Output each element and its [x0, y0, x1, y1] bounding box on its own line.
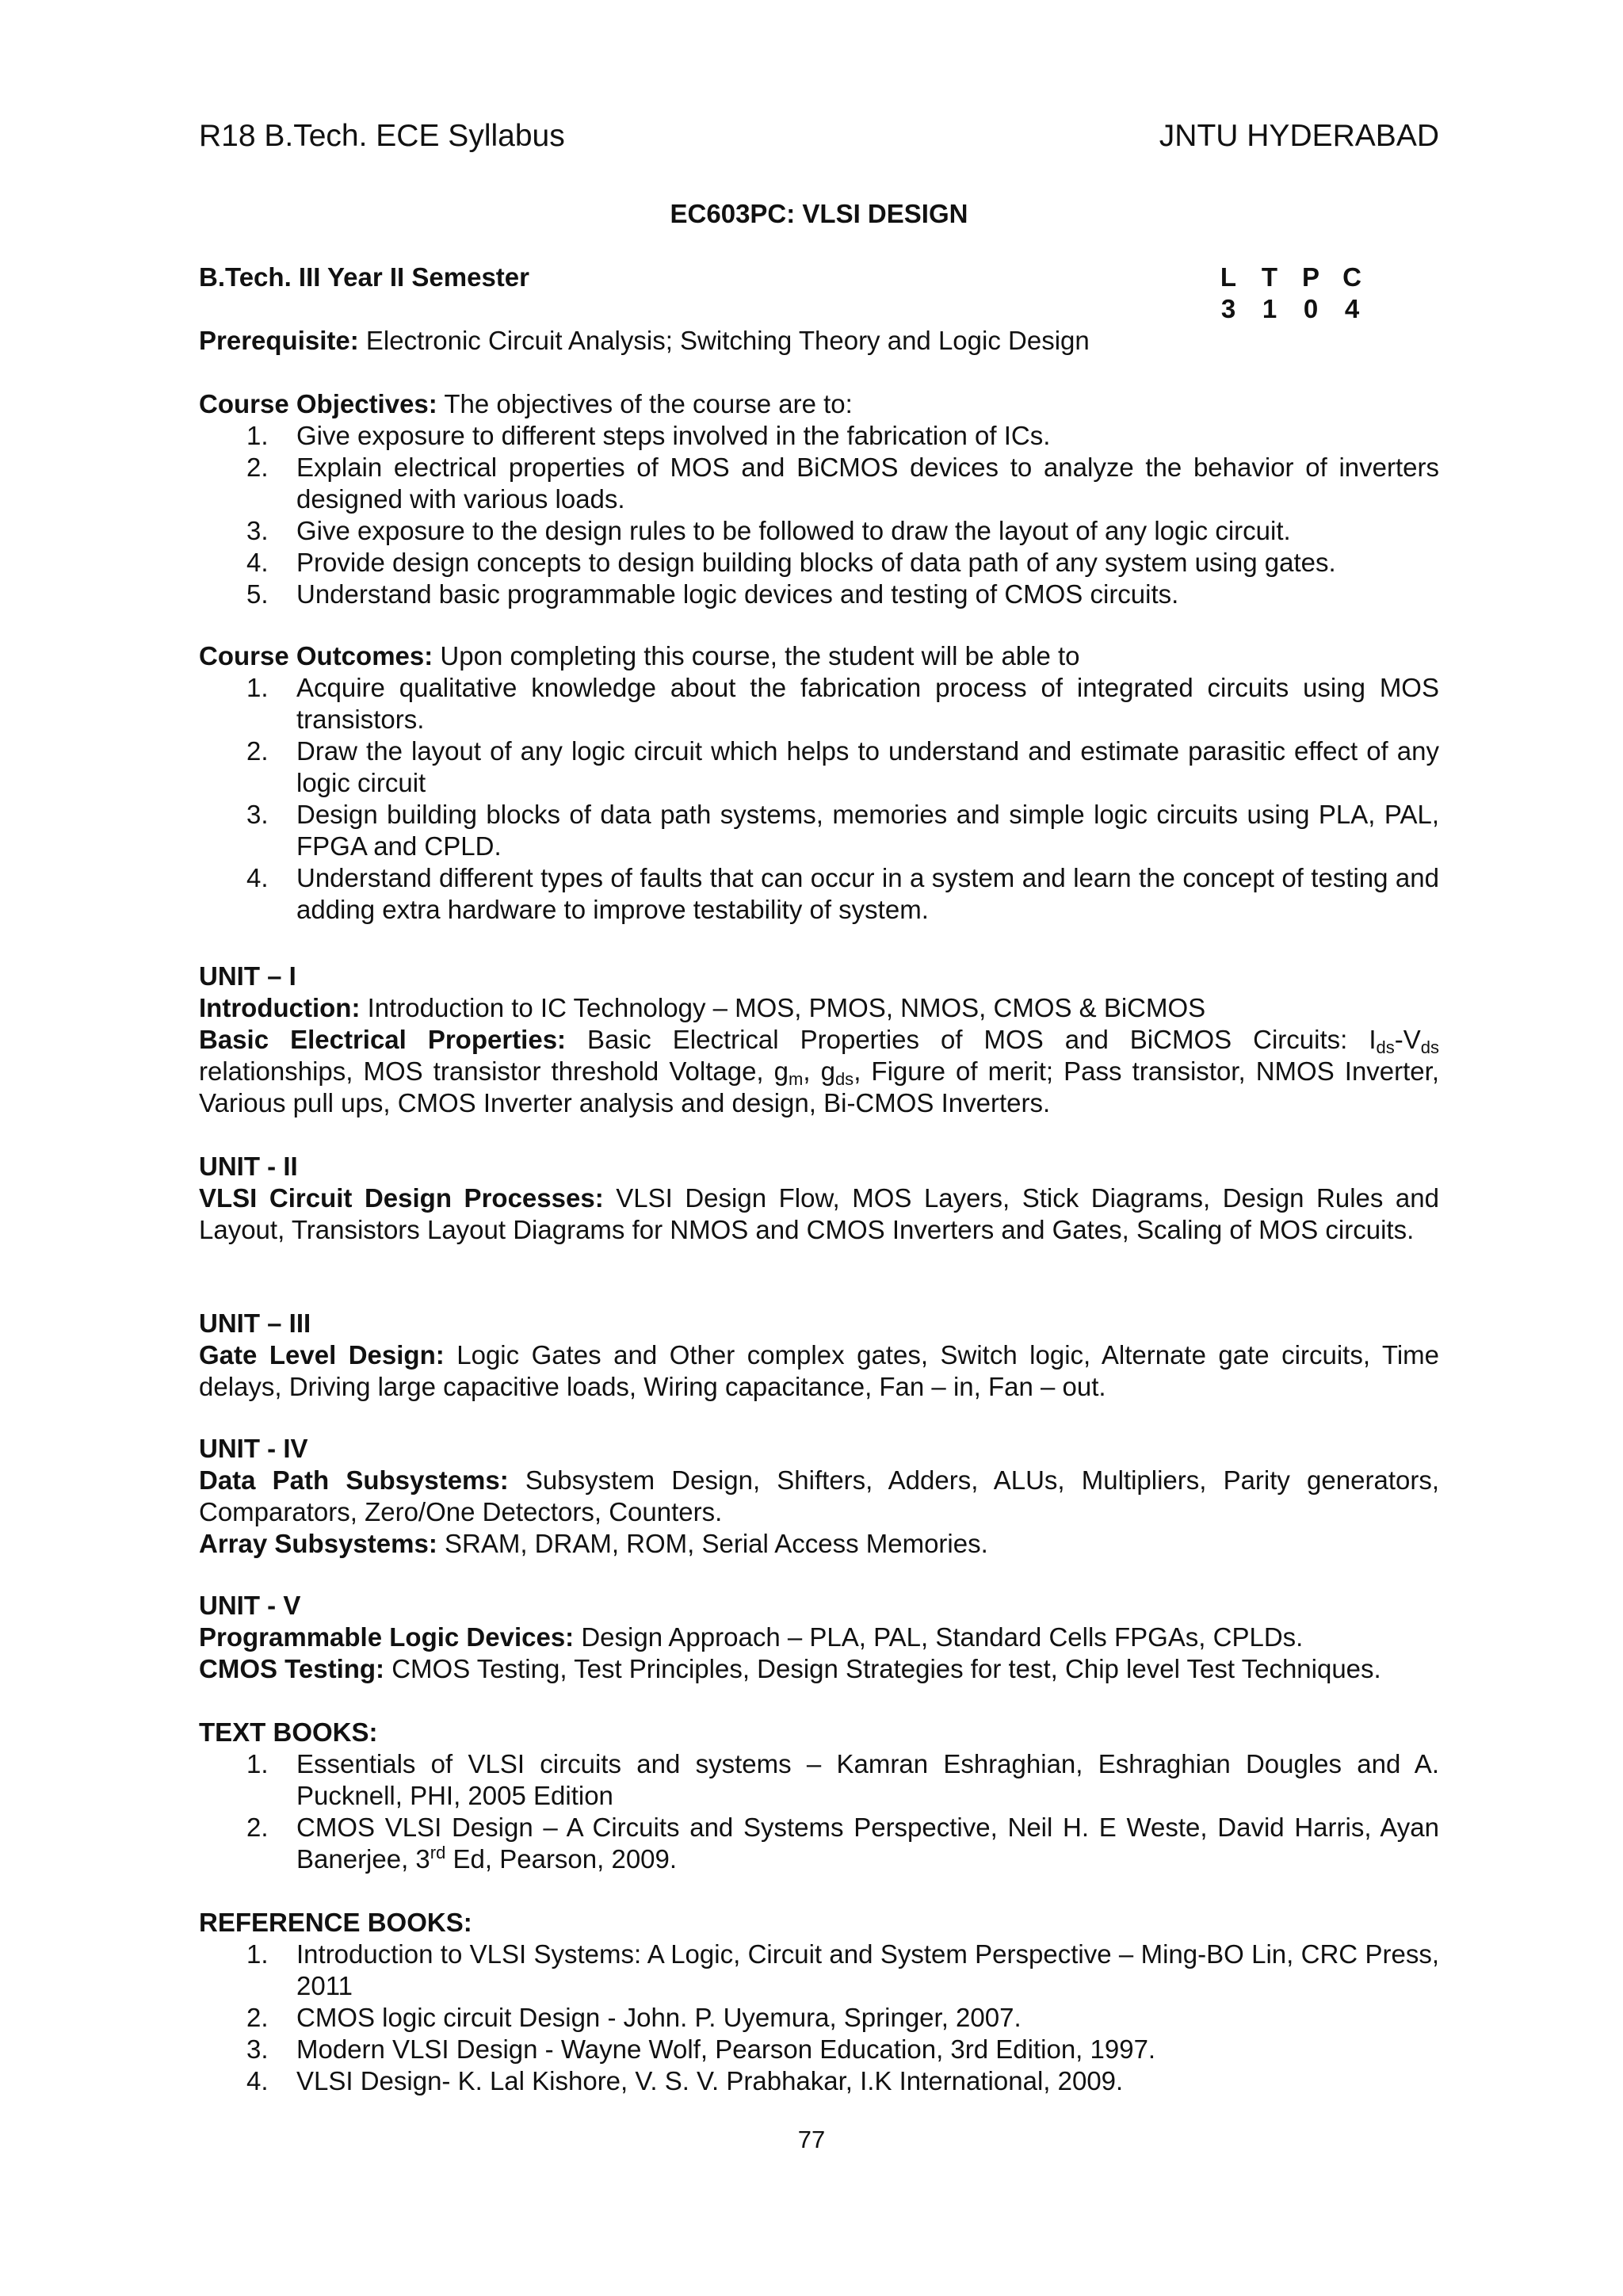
- list-item-text: Understand different types of faults that can occur in a system and learn the concept of testing and adding extra hardware to improve testability of system.: [296, 863, 1439, 924]
- course-outcomes: [199, 640, 1439, 926]
- unit-1-bep-text: , Figure of merit; Pass transistor, NMOS Inverter, Various pull ups, CMOS Inverter analysis and design, Bi-CMOS Inverters.: [199, 1056, 1439, 1117]
- list-item: [199, 420, 1439, 452]
- unit-1-bep-text: -V: [1394, 1025, 1421, 1054]
- list-number: 3.: [246, 2034, 269, 2064]
- list-item: [199, 1939, 1439, 2002]
- list-number: 2.: [246, 736, 269, 766]
- list-item-text: Introduction to VLSI Systems: A Logic, Circuit and System Perspective – Ming-BO Lin, CRC Press, 2011: [296, 1939, 1439, 2000]
- list-item: [199, 862, 1439, 926]
- list-item-text: Give exposure to the design rules to be followed to draw the layout of any logic circuit.: [296, 516, 1291, 545]
- subscript: ds: [834, 1069, 854, 1089]
- list-item-text: Ed, Pearson, 2009.: [445, 1844, 678, 1874]
- list-item-text: CMOS logic circuit Design - John. P. Uyemura, Springer, 2007.: [296, 2003, 1022, 2032]
- text-books-heading: TEXT BOOKS:: [199, 1717, 378, 1747]
- list-item: [199, 452, 1439, 515]
- list-number: 5.: [246, 579, 269, 609]
- unit-4: [199, 1433, 1439, 1560]
- header-right: JNTU HYDERABAD: [1159, 119, 1439, 153]
- objectives-list: [199, 420, 1439, 610]
- list-number: 3.: [246, 800, 269, 829]
- unit-1-intro-text: Introduction to IC Technology – MOS, PMOS, NMOS, CMOS & BiCMOS: [360, 993, 1206, 1022]
- list-number: 1.: [246, 1939, 269, 1969]
- unit-3-text: Logic Gates and Other complex gates, Switch logic, Alternate gate circuits, Time delays, Driving large capacitive loads, Wiring capacitance, Fan – in, Fan – out.: [199, 1340, 1439, 1401]
- list-item-text: Understand basic programmable logic devices and testing of CMOS circuits.: [296, 579, 1179, 609]
- unit-5-label-1: Programmable Logic Devices:: [199, 1622, 575, 1652]
- subscript: ds: [1420, 1037, 1439, 1057]
- subscript: ds: [1376, 1037, 1395, 1057]
- prerequisite-label: Prerequisite:: [199, 326, 359, 355]
- list-item-text: Modern VLSI Design - Wayne Wolf, Pearson Education, 3rd Edition, 1997.: [296, 2034, 1156, 2064]
- unit-4-text-2: SRAM, DRAM, ROM, Serial Access Memories.: [437, 1529, 988, 1558]
- ltpc-label-p: P: [1301, 262, 1319, 292]
- list-item: [199, 672, 1439, 735]
- text-books: [199, 1717, 1439, 1875]
- ltpc-value-t: 1: [1262, 294, 1277, 323]
- list-item-text: Give exposure to different steps involved in the fabrication of ICs.: [296, 421, 1051, 450]
- reference-books-list: [199, 1939, 1439, 2097]
- unit-1-bep-text: , g: [803, 1056, 835, 1086]
- unit-1-bep-label: Basic Electrical Properties:: [199, 1025, 567, 1054]
- unit-3: [199, 1308, 1439, 1403]
- unit-2: [199, 1151, 1439, 1246]
- unit-3-heading: UNIT – III: [199, 1308, 311, 1338]
- subscript: m: [789, 1069, 804, 1089]
- list-item: [199, 515, 1439, 547]
- list-number: 3.: [246, 516, 269, 545]
- unit-5-heading: UNIT - V: [199, 1591, 301, 1620]
- unit-4-text-1: Subsystem Design, Shifters, Adders, ALUs, Multipliers, Parity generators, Comparators, Zero/One Detectors, Counters.: [199, 1465, 1439, 1526]
- unit-4-heading: UNIT - IV: [199, 1434, 308, 1463]
- unit-4-label-1: Data Path Subsystems:: [199, 1465, 509, 1495]
- ltpc-table: [1208, 262, 1373, 325]
- ltpc-value-p: 0: [1303, 294, 1319, 323]
- unit-1: [199, 961, 1439, 1119]
- reference-books-heading: REFERENCE BOOKS:: [199, 1908, 472, 1937]
- outcomes-intro: Upon completing this course, the student will be able to: [433, 641, 1080, 670]
- list-item: [199, 2002, 1439, 2034]
- list-item: [199, 1812, 1439, 1875]
- list-item-text: Acquire qualitative knowledge about the fabrication process of integrated circuits using MOS transistors.: [296, 673, 1439, 734]
- objectives-intro: The objectives of the course are to:: [437, 389, 853, 418]
- list-item-text: Provide design concepts to design building blocks of data path of any system using gates.: [296, 548, 1336, 577]
- list-item: [199, 735, 1439, 799]
- unit-2-heading: UNIT - II: [199, 1152, 298, 1181]
- list-number: 1.: [246, 1749, 269, 1778]
- ltpc-value-c: 4: [1344, 294, 1360, 323]
- unit-1-intro-label: Introduction:: [199, 993, 361, 1022]
- list-item: [199, 579, 1439, 610]
- outcomes-list: [199, 672, 1439, 926]
- list-item: [199, 799, 1439, 862]
- list-item-text: CMOS VLSI Design – A Circuits and Systems Perspective, Neil H. E Weste, David Harris, Ayan Banerjee, 3: [296, 1813, 1439, 1874]
- year-semester: B.Tech. III Year II Semester: [199, 262, 529, 292]
- list-number: 2.: [246, 1813, 269, 1842]
- list-number: 2.: [246, 2003, 269, 2032]
- objectives-label: Course Objectives:: [199, 389, 437, 418]
- ltpc-label-l: L: [1220, 262, 1237, 292]
- unit-1-heading: UNIT – I: [199, 961, 296, 991]
- ltpc-label-t: T: [1261, 262, 1278, 292]
- list-item-text: Explain electrical properties of MOS and BiCMOS devices to analyze the behavior of inverters designed with various loads.: [296, 453, 1439, 514]
- ltpc-label-c: C: [1342, 262, 1361, 292]
- list-item: [199, 2065, 1439, 2097]
- list-item: [199, 2034, 1439, 2065]
- list-number: 4.: [246, 548, 269, 577]
- page-number: 77: [797, 2126, 826, 2153]
- list-number: 4.: [246, 863, 269, 892]
- ltpc-value-l: 3: [1220, 294, 1236, 323]
- list-number: 1.: [246, 673, 269, 702]
- list-item-text: Essentials of VLSI circuits and systems – Kamran Eshraghian, Eshraghian Dougles and A. Pucknell, PHI, 2005 Edition: [296, 1749, 1439, 1810]
- list-number: 4.: [246, 2066, 269, 2095]
- outcomes-label: Course Outcomes:: [199, 641, 433, 670]
- list-number: 2.: [246, 453, 269, 482]
- superscript: rd: [430, 1843, 446, 1862]
- list-item-text: Design building blocks of data path systems, memories and simple logic circuits using PLA, PAL, FPGA and CPLD.: [296, 800, 1439, 861]
- text-books-list: [199, 1748, 1439, 1875]
- list-number: 1.: [246, 421, 269, 450]
- unit-3-label: Gate Level Design:: [199, 1340, 445, 1370]
- unit-1-bep-text: Basic Electrical Properties of MOS and BiCMOS Circuits: I: [566, 1025, 1377, 1054]
- unit-2-text: VLSI Design Flow, MOS Layers, Stick Diagrams, Design Rules and Layout, Transistors Layout Diagrams for NMOS and CMOS Inverters and Gates, Scaling of MOS circuits.: [199, 1183, 1439, 1244]
- list-item: [199, 547, 1439, 579]
- course-title: EC603PC: VLSI DESIGN: [670, 199, 968, 228]
- list-item-text: VLSI Design- K. Lal Kishore, V. S. V. Prabhakar, I.K International, 2009.: [296, 2066, 1124, 2095]
- reference-books: [199, 1907, 1439, 2097]
- unit-2-label: VLSI Circuit Design Processes:: [199, 1183, 604, 1213]
- unit-5-text-2: CMOS Testing, Test Principles, Design Strategies for test, Chip level Test Techniques.: [384, 1654, 1381, 1683]
- prerequisite: [199, 325, 1090, 357]
- unit-5-label-2: CMOS Testing:: [199, 1654, 385, 1683]
- list-item: [199, 1748, 1439, 1812]
- unit-1-bep-text: relationships, MOS transistor threshold Voltage, g: [199, 1056, 789, 1086]
- course-objectives: [199, 388, 1439, 610]
- unit-4-label-2: Array Subsystems:: [199, 1529, 437, 1558]
- unit-1-basic-properties: [199, 1024, 1439, 1119]
- list-item-text: Draw the layout of any logic circuit which helps to understand and estimate parasitic effect of any logic circuit: [296, 736, 1439, 797]
- unit-5: [199, 1590, 1439, 1685]
- unit-5-text-1: Design Approach – PLA, PAL, Standard Cells FPGAs, CPLDs.: [574, 1622, 1304, 1652]
- header-left: R18 B.Tech. ECE Syllabus: [199, 119, 565, 153]
- prerequisite-text: Electronic Circuit Analysis; Switching Theory and Logic Design: [358, 326, 1090, 355]
